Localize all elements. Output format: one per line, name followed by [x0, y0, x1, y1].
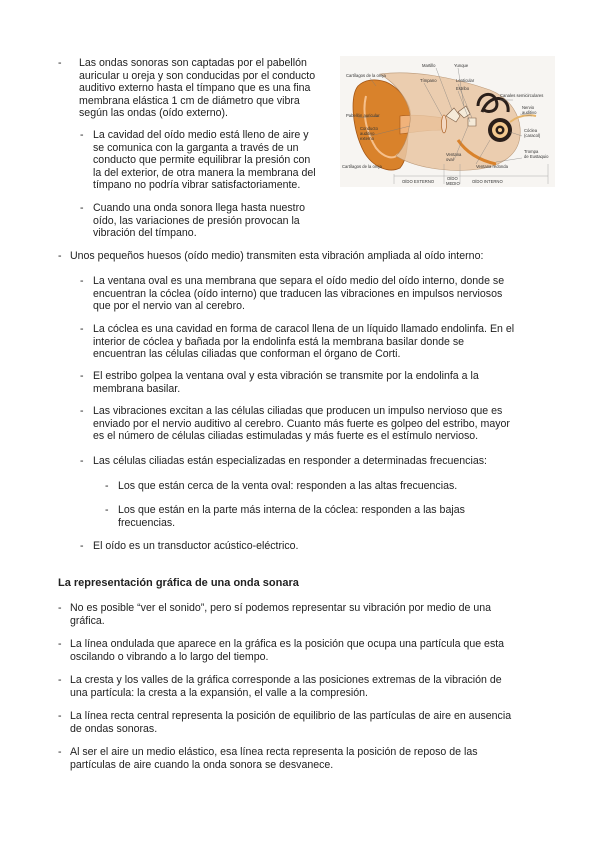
- svg-text:de Eustaquio: de Eustaquio: [524, 154, 549, 159]
- sub-bullet-dash: -: [80, 455, 84, 467]
- svg-text:Cartílagos de la oreja: Cartílagos de la oreja: [346, 73, 386, 78]
- svg-text:Lenticular: Lenticular: [456, 78, 475, 83]
- svg-text:OÍDO: OÍDO: [447, 176, 458, 181]
- paragraph-ventana-oval: La ventana oval es una membrana que separa el oído medio del oído interno, donde se encuentran la cóclea (oído interno) que traducen las vibraciones en impulsos nerviosos que por el nervio van al cerebro.: [93, 275, 505, 313]
- svg-text:Cóclea: Cóclea: [524, 128, 538, 133]
- svg-text:MEDIO: MEDIO: [446, 181, 460, 186]
- paragraph-ondas-captadas: Las ondas sonoras son captadas por el pabellón auricular u oreja y son conducidas por el conducto auditivo externo hasta el tímpano que es una fina membrana elástica 1 cm de diámetro que vibra según las ondas (oído externo).: [79, 57, 316, 120]
- svg-text:OÍDO EXTERNO: OÍDO EXTERNO: [402, 179, 435, 184]
- svg-text:Ventana redonda: Ventana redonda: [476, 164, 508, 169]
- svg-text:(caracol): (caracol): [524, 133, 541, 138]
- sub-bullet-dash: -: [80, 323, 84, 335]
- paragraph-celulas-ciliadas: Las células ciliadas están especializadas en responder a determinadas frecuencias:: [93, 455, 487, 467]
- paragraph-ver-sonido: No es posible “ver el sonido”, pero sí podemos representar su vibración por medio de una gráfica.: [70, 602, 492, 627]
- sub-bullet-dash: -: [80, 202, 84, 214]
- sub-sub-bullet-dash: -: [105, 480, 109, 492]
- section-heading: La representación gráfica de una onda sonara: [58, 577, 299, 589]
- sub-bullet-dash: -: [80, 275, 84, 287]
- bullet-dash: -: [58, 710, 62, 722]
- bullet-dash: -: [58, 746, 62, 758]
- paragraph-vibraciones: Las vibraciones excitan a las células ciliadas que producen un impulso nervioso que es enviado por el nervio auditivo al cerebro. Cuanto más fuerte es golpeo del estribo, mayor es el número de células ciliadas estimuladas y más fuerte es el estímulo nervioso.: [93, 405, 510, 443]
- paragraph-onda-llega: Cuando una onda sonora llega hasta nuestro oído, las variaciones de presión provocan la vibración del tímpano.: [93, 202, 306, 240]
- paragraph-transductor: El oído es un transductor acústico-eléctrico.: [93, 540, 299, 552]
- svg-text:Canales semicirculares: Canales semicirculares: [500, 93, 544, 98]
- svg-text:Pabellón auricular: Pabellón auricular: [346, 113, 380, 118]
- bullet-dash: -: [58, 638, 62, 650]
- svg-text:oval: oval: [446, 157, 454, 162]
- svg-text:Martillo: Martillo: [422, 63, 436, 68]
- svg-text:Conducto: Conducto: [360, 126, 378, 131]
- svg-text:Cartílagos de la oreja: Cartílagos de la oreja: [342, 164, 382, 169]
- paragraph-linea-ondulada: La línea ondulada que aparece en la gráfica es la posición que ocupa una partícula que esta oscilando o vibrando a lo largo del tiempo.: [70, 638, 505, 663]
- paragraph-cresta-valles: La cresta y los valles de la gráfica corresponde a las posiciones extremas de la vibración de una partícula: la cresta a la expansión, el valle a la compresión.: [70, 674, 502, 699]
- svg-text:Trompa: Trompa: [524, 149, 539, 154]
- paragraph-medio-elastico: Al ser el aire un medio elástico, esa línea recta representa la posición de reposo de las partículas de aire cuando la onda sonora se desvanece.: [70, 746, 478, 771]
- svg-text:auditivo: auditivo: [360, 131, 375, 136]
- bullet-dash: -: [58, 602, 62, 614]
- svg-text:Ventana: Ventana: [446, 152, 462, 157]
- svg-text:Nervio: Nervio: [522, 105, 535, 110]
- paragraph-coclea: La cóclea es una cavidad en forma de caracol llena de un líquido llamado endolinfa. En el interior de cóclea y bañada por la endolinfa está la membrana basilar donde se encuentran las células ciliadas que conforman el órgano de Corti.: [93, 323, 515, 361]
- paragraph-pequenos-huesos: Unos pequeños huesos (oído medio) transmiten esta vibración ampliada al oído interno:: [70, 250, 484, 262]
- sub-bullet-dash: -: [80, 540, 84, 552]
- svg-text:auditivo: auditivo: [522, 110, 537, 115]
- bullet-dash: -: [58, 57, 62, 69]
- paragraph-estribo: El estribo golpea la ventana oval y esta vibración se transmite por la endolinfa a la membrana basilar.: [93, 370, 479, 395]
- sub-bullet-dash: -: [80, 370, 84, 382]
- paragraph-altas-frecuencias: Los que están cerca de la venta oval: responden a las altas frecuencias.: [118, 480, 458, 492]
- svg-text:Tímpano: Tímpano: [420, 78, 437, 83]
- ear-anatomy-diagram: [340, 56, 555, 187]
- sub-sub-bullet-dash: -: [105, 504, 109, 516]
- svg-text:Estribo: Estribo: [456, 86, 470, 91]
- svg-text:OÍDO INTERNO: OÍDO INTERNO: [472, 179, 503, 184]
- sub-bullet-dash: -: [80, 405, 84, 417]
- svg-text:Yunque: Yunque: [454, 63, 469, 68]
- paragraph-bajas-frecuencias: Los que están en la parte más interna de la cóclea: responden a las bajas frecuencias.: [118, 504, 465, 529]
- bullet-dash: -: [58, 250, 62, 262]
- paragraph-cavidad-oido-medio: La cavidad del oído medio está lleno de aire y se comunica con la garganta a través de un conducto que permite equilibrar la presión con la del exterior, de otra manera la membrana del tímpano no podría vibrar satisfactoriamente.: [93, 129, 316, 192]
- sub-bullet-dash: -: [80, 129, 84, 141]
- bullet-dash: -: [58, 674, 62, 686]
- svg-text:externo: externo: [360, 136, 374, 141]
- paragraph-linea-recta: La línea recta central representa la posición de equilibrio de las partículas de aire en ausencia de ondas sonoras.: [70, 710, 512, 735]
